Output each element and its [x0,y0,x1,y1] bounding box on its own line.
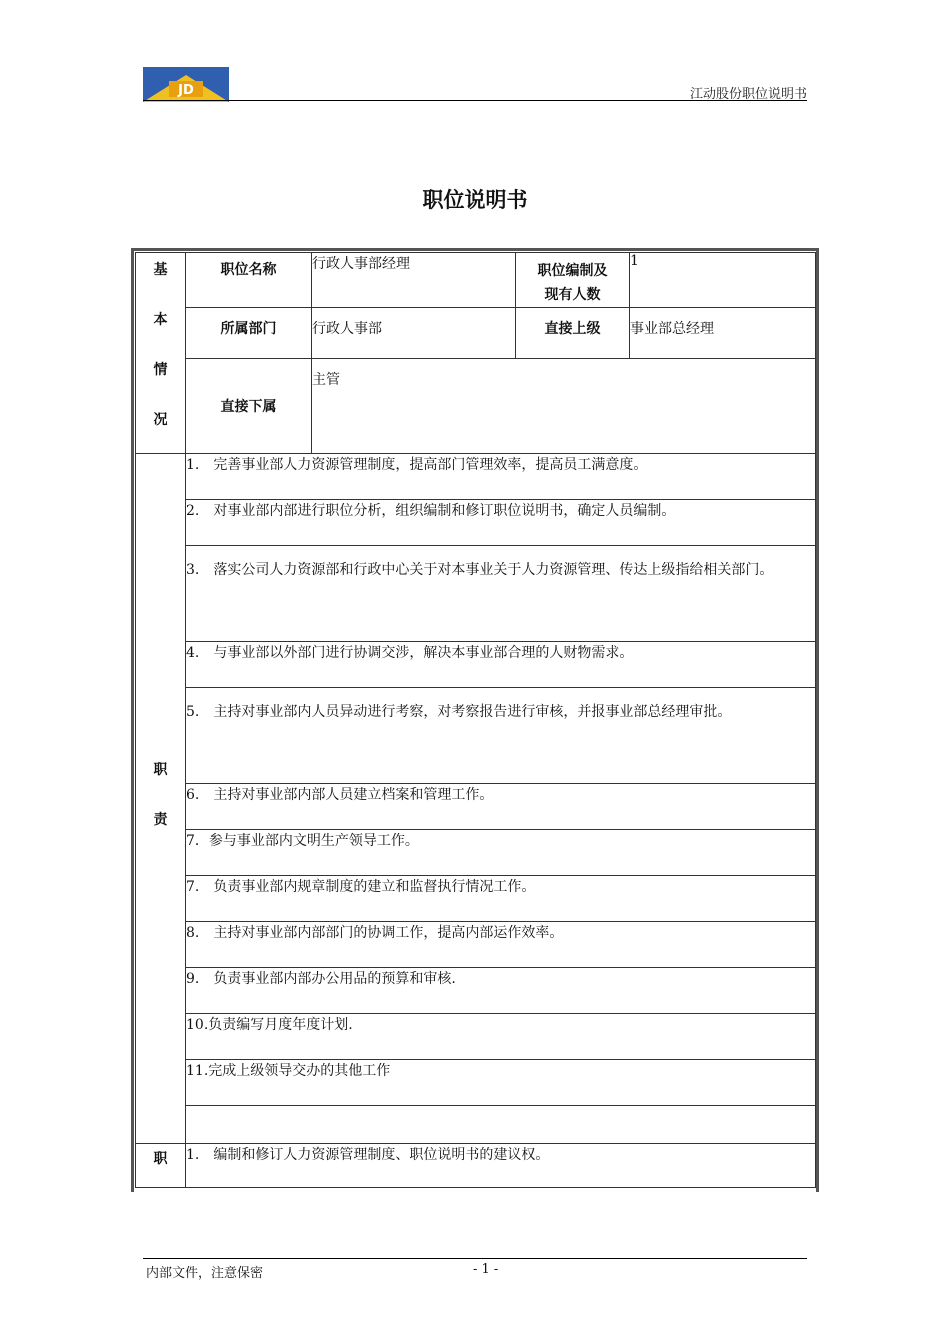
duties-section-label [136,454,186,1144]
basic-label-char: 基 [153,262,168,278]
basic-section-label [136,253,186,454]
duty-item-empty [186,1106,816,1144]
authority-item: 1. 编制和修订人力资源管理制度、职位说明书的建议权。 [186,1144,816,1188]
department-value: 行政人事部 [312,308,516,359]
footer-page-number: - 1 - [473,1262,499,1277]
duty-item: 7．参与事业部内文明生产领导工作。 [186,830,816,876]
department-label: 所属部门 [186,308,312,359]
duty-item: 10.负责编写月度年度计划. [186,1014,816,1060]
subordinate-value: 主管 [312,359,816,454]
supervisor-value: 事业部总经理 [630,308,816,359]
basic-label-char: 情 [153,362,168,378]
duty-item: 6. 主持对事业部内部人员建立档案和管理工作。 [186,784,816,830]
basic-label-char: 本 [153,312,168,328]
supervisor-label: 直接上级 [516,308,630,359]
basic-label-char: 况 [153,412,168,428]
footer-confidential: 内部文件，注意保密 [146,1266,264,1281]
header-rule [143,100,807,101]
logo-text: JD [178,83,194,98]
job-description-table [135,252,816,1188]
headcount-value: 1 [630,253,816,308]
duties-label-char: 责 [153,811,168,828]
position-name-label: 职位名称 [186,253,312,308]
duty-item: 11.完成上级领导交办的其他工作 [186,1060,816,1106]
company-logo [143,67,229,102]
duty-item: 4. 与事业部以外部门进行协调交涉，解决本事业部合理的人财物需求。 [186,642,816,688]
headcount-label: 职位编制及 现有人数 [516,253,630,308]
duty-item: 7. 负责事业部内规章制度的建立和监督执行情况工作。 [186,876,816,922]
duty-item: 5. 主持对事业部内人员异动进行考察，对考察报告进行审核，并报事业部总经理审批。 [186,688,816,784]
authority-section-label: 职 [136,1144,186,1188]
position-name-value: 行政人事部经理 [312,253,516,308]
duties-label-char: 职 [153,761,168,778]
page-title: 职位说明书 [422,188,528,212]
duty-item: 8. 主持对事业部内部部门的协调工作，提高内部运作效率。 [186,922,816,968]
footer-rule [143,1258,807,1259]
duty-item: 1. 完善事业部人力资源管理制度，提高部门管理效率，提高员工满意度。 [186,454,816,500]
subordinate-label: 直接下属 [186,359,312,454]
header-doc-title: 江动股份职位说明书 [689,87,807,102]
duty-item: 9. 负责事业部内部办公用品的预算和审核. [186,968,816,1014]
duty-item: 3. 落实公司人力资源部和行政中心关于对本事业关于人力资源管理、传达上级指给相关部门。 [186,546,816,642]
duty-item: 2. 对事业部内部进行职位分析，组织编制和修订职位说明书，确定人员编制。 [186,500,816,546]
